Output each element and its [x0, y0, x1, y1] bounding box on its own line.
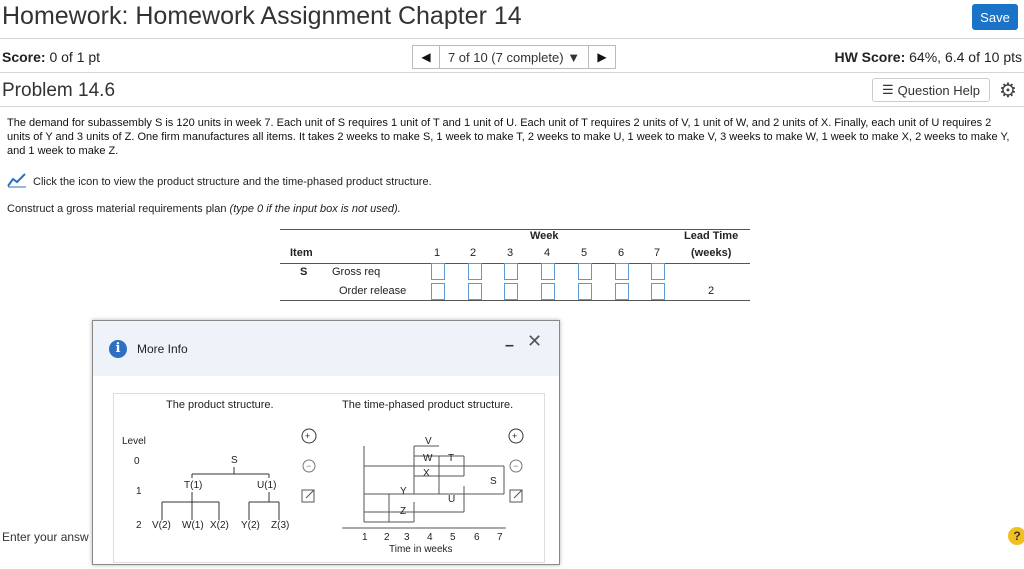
question-help-label: Question Help — [897, 82, 981, 98]
gross-req-input-week-3[interactable] — [504, 263, 518, 280]
week-1: 1 — [434, 247, 441, 259]
page-title: Homework: Homework Assignment Chapter 14 — [2, 2, 522, 30]
zoom-in-icon[interactable] — [302, 429, 316, 443]
construct-hint: (type 0 if the input box is not used). — [229, 203, 401, 215]
week-header: Week — [530, 230, 559, 242]
hw-score-label: HW Score: — [834, 49, 906, 65]
week-4: 4 — [544, 247, 551, 259]
score-label: Score: — [2, 49, 46, 65]
divider — [0, 72, 1024, 73]
gross-req-input-week-4[interactable] — [541, 263, 555, 280]
question-pager — [412, 45, 616, 69]
previous-question-button[interactable]: ◀ — [412, 45, 440, 69]
list-icon: ☰ — [881, 82, 894, 97]
tp-axis-5: 5 — [450, 532, 456, 543]
expand-icon[interactable] — [302, 490, 314, 502]
table-border — [280, 229, 750, 230]
node-t: T(1) — [184, 480, 203, 491]
tp-s: S — [490, 476, 497, 487]
minimize-button[interactable]: – — [505, 337, 514, 354]
tp-y: Y — [400, 486, 407, 497]
node-u: U(1) — [257, 480, 277, 491]
lead-time-header: Lead Time — [684, 230, 739, 242]
tp-axis-2: 2 — [384, 532, 390, 543]
divider — [0, 38, 1024, 39]
problem-text: The demand for subassembly S is 120 units in week 7. Each unit of S requires 1 unit of T and 1 unit of U. Each unit of T requires 2 units of V, 1 unit of W, and 2 units of X. Finally, each unit of U requires 2 units of Y and 3 units of Z. One firm manufactures all items. It takes 2 weeks to make S, 1 week to make T, 2 weeks to make U, 1 week to make V, 3 weeks to make W, 1 week to make X, 2 weeks to make Y, and 1 week to make Z. — [7, 117, 1010, 157]
product-structure-title: The product structure. — [166, 399, 274, 411]
close-button[interactable]: ✕ — [527, 331, 543, 351]
dialog-header — [93, 321, 559, 376]
hw-score-value: 64%, 6.4 of 10 pts — [909, 49, 1022, 65]
expand-icon[interactable] — [510, 490, 522, 502]
zoom-out-icon[interactable] — [510, 460, 522, 472]
score-value: 0 of 1 pt — [49, 49, 101, 65]
week-5: 5 — [581, 247, 588, 259]
node-v: V(2) — [152, 520, 171, 531]
tp-u: U — [448, 494, 456, 505]
week-2: 2 — [470, 247, 477, 259]
order-release-input-week-3[interactable] — [504, 283, 518, 300]
svg-text:+: + — [512, 431, 518, 441]
item-header: Item — [290, 247, 313, 259]
tp-axis-4: 4 — [427, 532, 433, 543]
gross-req-input-week-6[interactable] — [615, 263, 629, 280]
week-3: 3 — [507, 247, 514, 259]
construct-text: Construct a gross material requirements plan — [7, 203, 227, 215]
level-2: 2 — [136, 520, 142, 531]
level-label: Level — [122, 436, 146, 447]
info-icon: i — [109, 340, 127, 358]
order-release-input-week-5[interactable] — [578, 283, 592, 300]
week-7: 7 — [654, 247, 661, 259]
tp-axis-1: 1 — [362, 532, 368, 543]
question-selector[interactable] — [440, 45, 588, 69]
tp-z: Z — [400, 506, 407, 517]
score — [2, 49, 100, 65]
order-release-input-week-4[interactable] — [541, 283, 555, 300]
click-text: Click the icon to view the product structure and the time-phased product structure. — [33, 175, 432, 188]
node-z: Z(3) — [271, 520, 290, 531]
gross-req-input-week-1[interactable] — [431, 263, 445, 280]
problem-title: Problem 14.6 — [2, 80, 116, 101]
tp-t: T — [448, 453, 455, 464]
product-structure-figure — [113, 393, 545, 563]
gross-req-label: Gross req — [332, 266, 381, 278]
svg-text:+: + — [305, 431, 311, 441]
help-icon[interactable]: ? — [1008, 527, 1024, 545]
order-release-input-week-1[interactable] — [431, 283, 445, 300]
tp-xlabel: Time in weeks — [389, 544, 453, 555]
week-6: 6 — [618, 247, 625, 259]
node-w: W(1) — [182, 520, 204, 531]
level-1: 1 — [136, 486, 142, 497]
time-phased-title: The time-phased product structure. — [342, 399, 514, 411]
tp-axis-7: 7 — [497, 532, 503, 543]
dialog-title: More Info — [137, 341, 188, 356]
svg-text:−: − — [513, 461, 519, 471]
item-name: S — [300, 266, 308, 278]
construct-instruction — [7, 203, 401, 215]
tp-v: V — [425, 436, 432, 447]
tp-axis-3: 3 — [404, 532, 410, 543]
table-border — [280, 300, 750, 301]
pager-text: 7 of 10 (7 complete) — [447, 49, 564, 65]
lead-time-unit: (weeks) — [691, 247, 732, 259]
zoom-out-icon[interactable] — [303, 460, 315, 472]
zoom-in-icon[interactable] — [509, 429, 523, 443]
level-0: 0 — [134, 456, 140, 467]
question-help-button[interactable] — [872, 78, 990, 102]
next-question-button[interactable]: ▶ — [588, 45, 616, 69]
tp-w: W — [423, 453, 433, 464]
save-button[interactable]: Save — [972, 4, 1018, 30]
gross-req-input-week-5[interactable] — [578, 263, 592, 280]
node-y: Y(2) — [241, 520, 260, 531]
divider — [0, 106, 1024, 107]
enter-answer-text: Enter your answ — [2, 530, 89, 544]
svg-text:−: − — [306, 461, 312, 471]
gear-icon[interactable]: ⚙ — [999, 80, 1017, 102]
lead-time-value: 2 — [708, 285, 715, 297]
gross-req-input-week-2[interactable] — [468, 263, 482, 280]
more-info-dialog — [92, 320, 560, 565]
mrp-table — [280, 228, 750, 303]
order-release-input-week-2[interactable] — [468, 283, 482, 300]
order-release-input-week-7[interactable] — [651, 283, 665, 300]
order-release-input-week-6[interactable] — [615, 283, 629, 300]
chart-icon[interactable] — [7, 172, 27, 191]
hw-score — [834, 49, 1022, 65]
tp-axis-6: 6 — [474, 532, 480, 543]
order-release-label: Order release — [339, 285, 407, 297]
node-s: S — [231, 455, 238, 466]
gross-req-input-week-7[interactable] — [651, 263, 665, 280]
tp-x: X — [423, 468, 430, 479]
chevron-down-icon: ▼ — [567, 49, 581, 65]
click-instruction — [7, 172, 432, 191]
node-x: X(2) — [210, 520, 229, 531]
